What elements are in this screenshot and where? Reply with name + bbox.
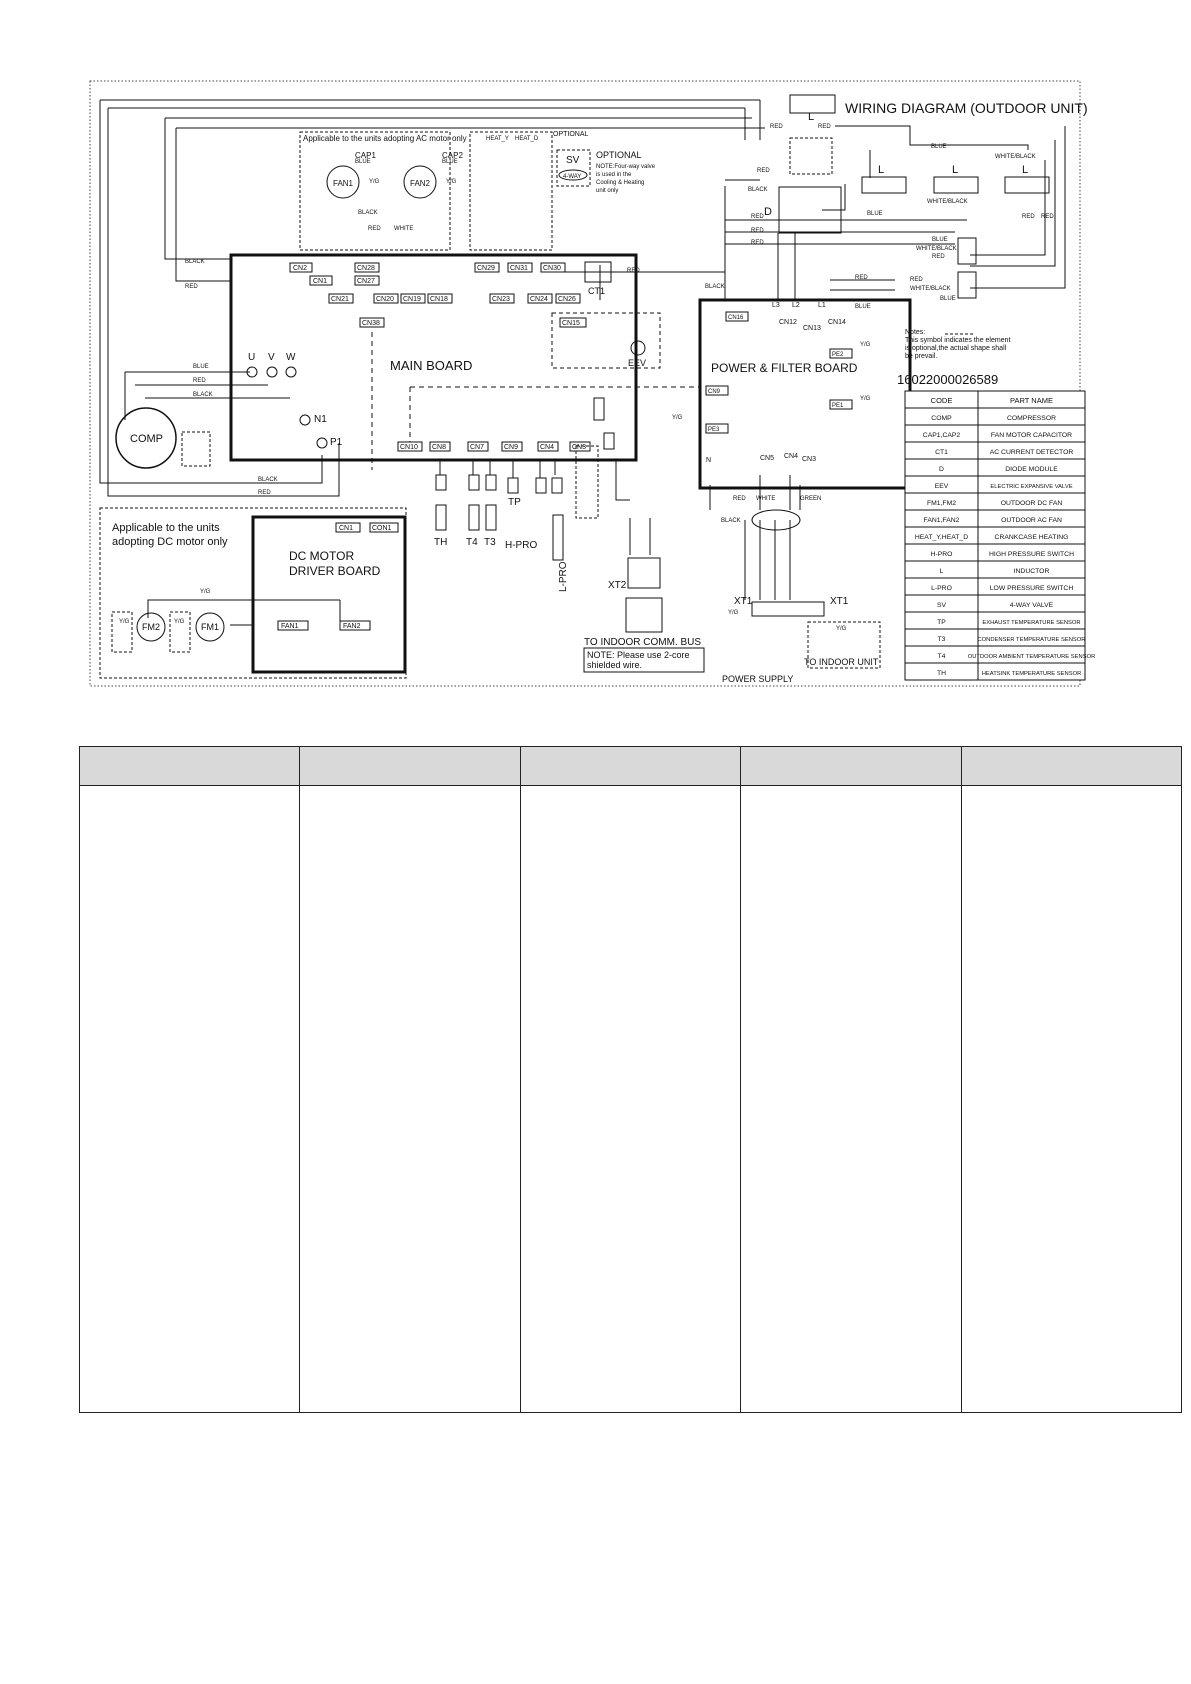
cn31-label: CN31	[510, 265, 528, 272]
terminal-screws	[247, 367, 327, 448]
legend-code: TH	[936, 670, 947, 677]
legend-table	[905, 391, 1095, 680]
legend-code: HEAT_Y,HEAT_D	[914, 534, 969, 541]
svg-text:Y/G: Y/G	[860, 396, 871, 402]
svg-text:RED: RED	[932, 254, 945, 260]
inductor-3-icon	[1005, 177, 1049, 193]
pb-cn4-label: CN4	[784, 453, 799, 460]
blank-table-cell	[961, 786, 1181, 1413]
inductor-3-label: L	[1022, 164, 1029, 176]
legend-code: SV	[936, 602, 947, 609]
legend-part-name: OUTDOOR AC FAN	[1001, 517, 1062, 524]
cn26-label: CN26	[558, 296, 576, 303]
xt1-label-right: XT1	[830, 596, 849, 607]
svg-text:BLACK: BLACK	[185, 259, 205, 265]
pb-pe3-label: PE3	[708, 427, 720, 433]
svg-text:WHITE/BLACK: WHITE/BLACK	[916, 246, 957, 252]
svg-text:Y/G: Y/G	[446, 179, 457, 185]
legend-code: CAP1,CAP2	[922, 432, 961, 439]
eev-icon	[631, 341, 645, 355]
cn18-label: CN18	[430, 296, 448, 303]
blank-table-cell	[741, 786, 961, 1413]
xt1-terminal	[752, 602, 824, 616]
main-board-label: MAIN BOARD	[390, 358, 473, 373]
power-board-label: POWER & FILTER BOARD	[711, 361, 858, 375]
legend-code: D	[939, 466, 944, 473]
heat-d-label: HEAT_D	[515, 136, 539, 142]
cn24-label: CN24	[530, 296, 548, 303]
svg-text:RED: RED	[1022, 214, 1035, 220]
comp-ground-box	[182, 432, 210, 466]
legend-code: H-PRO	[930, 551, 953, 558]
dc-fan1-label: FAN1	[281, 623, 299, 630]
ferrite-ring-icon	[752, 510, 800, 530]
dc-note-line2: adopting DC motor only	[112, 536, 228, 548]
four-way-label: 4-WAY	[563, 174, 582, 180]
cn3-label: CN3	[572, 444, 587, 451]
legend-header-name: PART NAME	[1010, 396, 1053, 405]
notes-line3: be prevail.	[905, 353, 938, 360]
sv-note-line2: is used in the	[596, 172, 632, 178]
legend-part-name: HIGH PRESSURE SWITCH	[989, 551, 1074, 558]
shield-note-line2: shielded wire.	[587, 660, 643, 670]
pb-l2-label: L2	[792, 302, 800, 309]
sv-note-line3: Cooling & Heating	[596, 180, 645, 186]
legend-code: FM1,FM2	[926, 500, 957, 507]
fan2-label: FAN2	[410, 179, 431, 188]
cn15-label: CN15	[562, 320, 580, 327]
legend-part-name: OUTDOOR DC FAN	[1000, 500, 1063, 507]
cn38-label: CN38	[362, 320, 380, 327]
legend-code: FAN1,FAN2	[923, 517, 960, 524]
comp-label: COMP	[130, 433, 163, 445]
terminal-p1-label: P1	[330, 437, 343, 448]
svg-text:RED: RED	[751, 228, 764, 234]
sv-note-line1: NOTE:Four-way valve	[596, 164, 656, 170]
svg-text:Y/G: Y/G	[200, 589, 211, 595]
pb-cn14-label: CN14	[828, 319, 846, 326]
sv-note-line4: unit only	[596, 188, 619, 194]
ct1-label: CT1	[588, 286, 606, 296]
dc-cn1-label: CN1	[339, 525, 354, 532]
svg-text:Y/G: Y/G	[174, 619, 185, 625]
cn2-label: CN2	[293, 265, 308, 272]
blank-table-header	[300, 747, 520, 786]
dc-fan2-label: FAN2	[343, 623, 361, 630]
svg-text:RED: RED	[185, 284, 198, 290]
blank-table-header	[741, 747, 961, 786]
svg-text:RED: RED	[733, 496, 746, 502]
notes-line1: This symbol indicates the element	[905, 337, 1011, 344]
fm1-ground-box	[170, 612, 190, 652]
hpro-label: H-PRO	[505, 540, 538, 551]
main-board-connectors	[290, 263, 614, 451]
svg-text:BLACK: BLACK	[748, 187, 768, 193]
dc-motor-driver-board	[253, 517, 405, 672]
eev-label: EEV	[628, 358, 647, 368]
legend-part-name: EXHAUST TEMPERATURE SENSOR	[982, 620, 1081, 626]
svg-text:Y/G: Y/G	[119, 619, 130, 625]
pb-pe1-label: PE1	[832, 403, 844, 409]
cn23-label: CN23	[492, 296, 510, 303]
comm-bus-label: TO INDOOR COMM. BUS	[584, 637, 702, 648]
pb-l3-label: L3	[772, 302, 780, 309]
inductor-1-icon	[862, 177, 906, 193]
blank-table-row	[80, 786, 1182, 1413]
pb-cn16-label: CN16	[728, 315, 744, 321]
cn4-label: CN4	[540, 444, 555, 451]
cn27-label: CN27	[357, 278, 375, 285]
lpro-label: L-PRO	[558, 561, 569, 592]
legend-code: L-PRO	[931, 585, 952, 592]
blank-table	[79, 746, 1182, 1413]
blank-table-cell	[80, 786, 300, 1413]
dc-board-line1: DC MOTOR	[289, 549, 355, 563]
sv-label: SV	[566, 155, 580, 166]
pb-cn13-label: CN13	[803, 325, 821, 332]
diagram-title: WIRING DIAGRAM (OUTDOOR UNIT)	[845, 100, 1088, 116]
terminal-u-label: U	[248, 352, 256, 363]
pb-cn12-label: CN12	[779, 319, 797, 326]
cn1-label: CN1	[313, 278, 328, 285]
legend-part-name: COMPRESSOR	[1006, 415, 1057, 422]
optional-label: OPTIONAL	[553, 131, 589, 138]
inductor-2-label: L	[952, 164, 959, 176]
legend-code: L	[939, 568, 944, 575]
svg-text:RED: RED	[855, 275, 868, 281]
svg-text:WHITE/BLACK: WHITE/BLACK	[927, 199, 968, 205]
pb-cn3-label: CN3	[802, 456, 817, 463]
legend-part-name: HEATSINK TEMPERATURE SENSOR	[981, 671, 1082, 677]
svg-text:WHITE: WHITE	[756, 496, 776, 502]
svg-text:RED: RED	[770, 124, 783, 130]
svg-text:RED: RED	[751, 240, 764, 246]
svg-text:Y/G: Y/G	[836, 626, 847, 632]
svg-text:RED: RED	[368, 226, 381, 232]
svg-text:RED: RED	[627, 268, 640, 274]
power-supply-label: POWER SUPPLY	[722, 674, 794, 684]
ac-motor-note: Applicable to the units adopting AC motor only	[303, 134, 467, 143]
svg-text:Y/G: Y/G	[672, 415, 683, 421]
svg-text:BLUE: BLUE	[355, 159, 371, 165]
svg-text:RED: RED	[258, 490, 271, 496]
terminal-w-label: W	[286, 352, 296, 363]
pb-cn9-label: CN9	[708, 389, 721, 395]
inductor-1-label: L	[878, 164, 885, 176]
ac-motor-box	[300, 132, 450, 250]
blank-table-cell	[300, 786, 520, 1413]
inductor-top-label: L	[808, 111, 815, 123]
notes-line2: is optional,the actual shape shall	[905, 345, 1007, 352]
svg-text:Y/G: Y/G	[860, 342, 871, 348]
heat-y-label: HEAT_Y	[486, 136, 509, 142]
tp-label: TP	[508, 497, 521, 508]
cn21-label: CN21	[331, 296, 349, 303]
terminal-v-label: V	[268, 352, 275, 363]
to-indoor-unit-label: TO INDOOR UNIT	[804, 657, 879, 667]
blank-table-header-row	[80, 747, 1182, 786]
legend-part-name: OUTDOOR AMBIENT TEMPERATURE SENSOR	[967, 654, 1096, 660]
legend-part-name: AC CURRENT DETECTOR	[989, 449, 1074, 456]
svg-text:RED: RED	[757, 168, 770, 174]
pb-l1-label: L1	[818, 302, 826, 309]
svg-text:WHITE/BLACK: WHITE/BLACK	[910, 286, 951, 292]
fm1-label: FM1	[201, 622, 219, 632]
svg-text:BLACK: BLACK	[193, 392, 213, 398]
pb-pe2-label: PE2	[832, 352, 844, 358]
svg-text:RED: RED	[818, 124, 831, 130]
ferrite-1-icon	[958, 238, 976, 264]
svg-text:Y/G: Y/G	[369, 179, 380, 185]
shield-note-line1: NOTE: Please use 2-core	[587, 650, 690, 660]
ferrite-2-icon	[958, 272, 976, 298]
svg-text:BLACK: BLACK	[358, 210, 378, 216]
cap1-label: CAP1	[355, 151, 376, 160]
blank-table-header	[961, 747, 1181, 786]
svg-text:BLUE: BLUE	[931, 144, 947, 150]
heater-box	[470, 132, 552, 250]
cn28-label: CN28	[357, 265, 375, 272]
svg-text:BLUE: BLUE	[932, 237, 948, 243]
svg-text:RED: RED	[1041, 214, 1054, 220]
svg-text:BLUE: BLUE	[855, 304, 871, 310]
svg-text:BLUE: BLUE	[193, 364, 209, 370]
legend-code: CT1	[935, 449, 948, 456]
legend-code: COMP	[931, 415, 952, 422]
cn19-label: CN19	[403, 296, 421, 303]
svg-text:BLUE: BLUE	[867, 211, 883, 217]
svg-text:BLUE: BLUE	[940, 296, 956, 302]
t3-label: T3	[484, 537, 496, 548]
blank-table-header	[520, 747, 740, 786]
th-label: TH	[434, 537, 448, 548]
legend-code: TP	[937, 619, 946, 626]
wiring-diagram	[0, 0, 1191, 720]
svg-text:BLACK: BLACK	[258, 477, 278, 483]
legend-code: T3	[937, 636, 946, 643]
cn30-label: CN30	[543, 265, 561, 272]
legend-part-name: DIODE MODULE	[1005, 466, 1058, 473]
notes-title: Notes:	[905, 329, 926, 336]
legend-header-code: CODE	[930, 396, 953, 405]
legend-code: EEV	[934, 483, 949, 490]
dc-board-line2: DRIVER BOARD	[289, 564, 381, 578]
legend-part-name: FAN MOTOR CAPACITOR	[990, 432, 1073, 439]
dc-con1-label: CON1	[372, 525, 392, 532]
xt1-label-left: XT1	[734, 596, 753, 607]
fan1-label: FAN1	[333, 179, 354, 188]
legend-part-name: CONDENSER TEMPERATURE SENSOR	[977, 637, 1086, 643]
sv-note-title: OPTIONAL	[596, 150, 642, 160]
cn8-label: CN8	[432, 444, 447, 451]
svg-text:RED: RED	[910, 277, 923, 283]
fm2-label: FM2	[142, 622, 160, 632]
diode-label: D	[764, 206, 772, 218]
svg-text:WHITE: WHITE	[394, 226, 414, 232]
xt2-label: XT2	[608, 580, 627, 591]
legend-part-name: LOW PRESSURE SWITCH	[989, 585, 1074, 592]
optional-relay-box	[790, 138, 832, 174]
inductor-2-icon	[934, 177, 978, 193]
legend-code: T4	[937, 653, 946, 660]
svg-text:BLUE: BLUE	[442, 159, 458, 165]
cn10-label: CN10	[400, 444, 418, 451]
legend-part-name: 4-WAY VALVE	[1009, 602, 1054, 609]
pb-n-label: N	[706, 457, 712, 464]
fm2-ground-box	[112, 612, 132, 652]
svg-text:Y/G: Y/G	[728, 610, 739, 616]
cap2-label: CAP2	[442, 151, 463, 160]
svg-text:BLACK: BLACK	[705, 284, 725, 290]
cn20-label: CN20	[376, 296, 394, 303]
t4-label: T4	[466, 537, 478, 548]
svg-text:RED: RED	[193, 378, 206, 384]
legend-part-name: ELECTRIC EXPANSIVE VALVE	[990, 484, 1073, 490]
legend-part-name: CRANKCASE HEATING	[994, 534, 1069, 541]
svg-text:GREEN: GREEN	[800, 496, 822, 502]
svg-text:BLACK: BLACK	[721, 518, 741, 524]
legend-part-name: INDUCTOR	[1013, 568, 1050, 575]
svg-text:RED: RED	[751, 214, 764, 220]
cn9-label: CN9	[504, 444, 519, 451]
dc-note-line1: Applicable to the units	[112, 522, 220, 534]
svg-text:WHITE/BLACK: WHITE/BLACK	[995, 154, 1036, 160]
part-number: 16022000026589	[897, 372, 999, 387]
blank-table-cell	[520, 786, 740, 1413]
pb-cn5-label: CN5	[760, 455, 775, 462]
terminal-n1-label: N1	[314, 414, 327, 425]
blank-table-header	[80, 747, 300, 786]
cn7-label: CN7	[470, 444, 485, 451]
cn29-label: CN29	[477, 265, 495, 272]
shielded-cable-icon	[626, 598, 662, 632]
xt2-terminal	[628, 558, 660, 588]
